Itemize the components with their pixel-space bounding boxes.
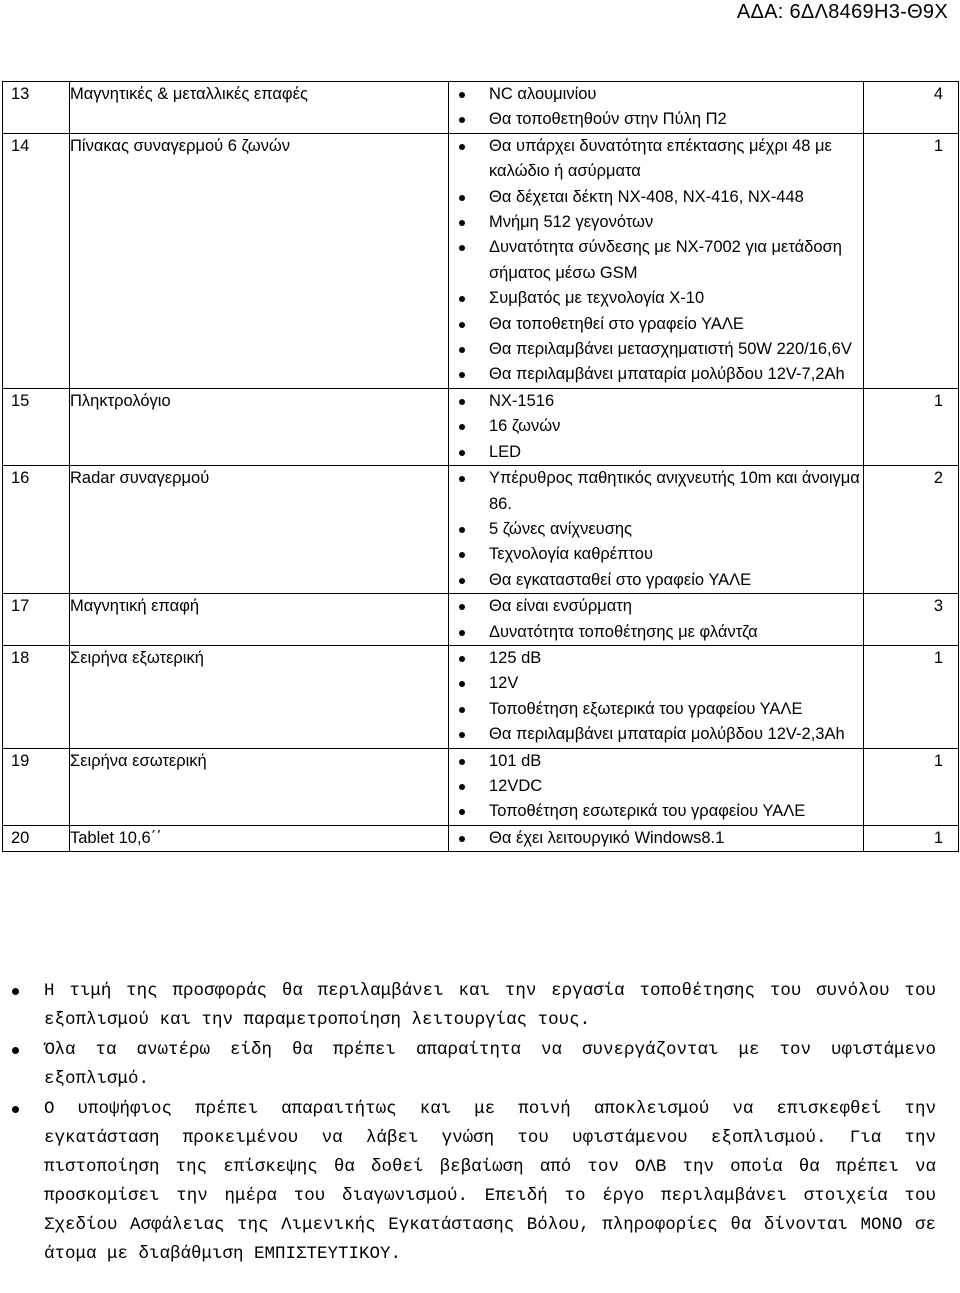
feature-item: Θα εγκατασταθεί στο γραφείο ΥΑΛΕ — [449, 568, 863, 593]
feature-item: Τοποθέτηση εξωτερικά του γραφείου ΥΑΛΕ — [449, 697, 863, 722]
feature-list — [449, 466, 863, 593]
document-code: ΑΔΑ: 6ΔΛ8469Η3-Θ9Χ — [736, 1, 948, 23]
feature-item: Θα περιλαμβάνει μπαταρία μολύβδου 12V-2,3Ah — [449, 722, 863, 747]
feature-list — [449, 594, 863, 645]
note-item: Ο υποψήφιος πρέπει απαραιτήτως και με ποινή αποκλεισμού να επισκεφθεί την εγκατάσταση προκειμένου να λάβει γνώση του υφιστάμενου εξοπλισμού. Για την πιστοποίηση της επίσκεψης θα δοθεί βεβαίωση από τον ΟΛΒ την οποία θα πρέπει να προσκομίσει την ημέρα του διαγωνισμού. Επειδή το έργο περιλαμβάνει στοιχεία του Σχεδίου Ασφάλειας της Λιμενικής Εγκατάστασης Βόλου, πληροφορίες θα δίνονται ΜΟΝΟ σε άτομα με διαβάθμιση ΕΜΠΙΣΤΕΥΤΙΚΟΥ. — [0, 1095, 936, 1269]
item-quantity: 4 — [864, 82, 959, 134]
feature-item: Τοποθέτηση εσωτερικά του γραφείου ΥΑΛΕ — [449, 799, 863, 824]
feature-item: Θα δέχεται δέκτη NX-408, NX-416, NX-448 — [449, 185, 863, 210]
item-number: 19 — [3, 748, 70, 825]
table-row — [3, 748, 959, 825]
feature-item: 12VDC — [449, 774, 863, 799]
table-row — [3, 82, 959, 134]
feature-item: Θα τοποθετηθεί στο γραφείο ΥΑΛΕ — [449, 312, 863, 337]
feature-item: LED — [449, 440, 863, 465]
feature-item: Θα έχει λειτουργικό Windows8.1 — [449, 826, 863, 851]
item-features — [449, 645, 864, 748]
item-name: Μαγνητικές & μεταλλικές επαφές — [70, 82, 449, 134]
table-row — [3, 645, 959, 748]
note-item: Όλα τα ανωτέρω είδη θα πρέπει απαραίτητα να συνεργάζονται με τον υφιστάμενο εξοπλισμό. — [0, 1036, 936, 1094]
item-quantity: 1 — [864, 388, 959, 465]
feature-item: Θα περιλαμβάνει μετασχηματιστή 50W 220/16,6V — [449, 337, 863, 362]
item-quantity: 1 — [864, 748, 959, 825]
item-features — [449, 466, 864, 594]
table-row — [3, 388, 959, 465]
notes-list — [0, 977, 936, 1270]
item-name: Radar συναγερμού — [70, 466, 449, 594]
item-quantity: 2 — [864, 466, 959, 594]
feature-list — [449, 134, 863, 388]
item-number: 14 — [3, 133, 70, 388]
item-name: Σειρήνα εσωτερική — [70, 748, 449, 825]
feature-item: 12V — [449, 671, 863, 696]
item-features — [449, 82, 864, 134]
item-quantity: 1 — [864, 645, 959, 748]
item-number: 13 — [3, 82, 70, 134]
item-number: 15 — [3, 388, 70, 465]
feature-item: Θα είναι ενσύρματη — [449, 594, 863, 619]
table-row — [3, 825, 959, 851]
feature-list — [449, 646, 863, 748]
feature-item: Θα περιλαμβάνει μπαταρία μολύβδου 12V-7,2Ah — [449, 362, 863, 387]
item-name: Πληκτρολόγιο — [70, 388, 449, 465]
feature-item: Υπέρυθρος παθητικός ανιχνευτής 10m και άνοιγμα 86. — [449, 466, 863, 517]
feature-item: 125 dB — [449, 646, 863, 671]
note-item: Η τιμή της προσφοράς θα περιλαμβάνει και την εργασία τοποθέτησης του συνόλου του εξοπλισμού και την παραμετροποίηση λειτουργίας τους. — [0, 977, 936, 1035]
item-features — [449, 388, 864, 465]
feature-item: Θα υπάρχει δυνατότητα επέκτασης μέχρι 48 με καλώδιο ή ασύρματα — [449, 134, 863, 185]
feature-item: Συμβατός με τεχνολογία X-10 — [449, 286, 863, 311]
feature-item: NC αλουμινίου — [449, 82, 863, 107]
feature-item: Τεχνολογία καθρέπτου — [449, 542, 863, 567]
table-row — [3, 594, 959, 646]
item-features — [449, 825, 864, 851]
feature-item: NX-1516 — [449, 389, 863, 414]
table-row — [3, 466, 959, 594]
item-number: 17 — [3, 594, 70, 646]
feature-item: Δυνατότητα σύνδεσης με NX-7002 για μετάδοση σήματος μέσω GSM — [449, 235, 863, 286]
item-quantity: 1 — [864, 133, 959, 388]
feature-list — [449, 826, 863, 851]
feature-list — [449, 82, 863, 133]
feature-item: Θα τοποθετηθούν στην Πύλη Π2 — [449, 107, 863, 132]
feature-item: 5 ζώνες ανίχνευσης — [449, 517, 863, 542]
item-number: 20 — [3, 825, 70, 851]
feature-list — [449, 389, 863, 465]
item-quantity: 1 — [864, 825, 959, 851]
item-number: 16 — [3, 466, 70, 594]
item-name: Πίνακας συναγερμού 6 ζωνών — [70, 133, 449, 388]
item-features — [449, 594, 864, 646]
item-name: Tablet 10,6΄΄ — [70, 825, 449, 851]
item-number: 18 — [3, 645, 70, 748]
feature-item: 16 ζωνών — [449, 414, 863, 439]
item-name: Μαγνητική επαφή — [70, 594, 449, 646]
item-name: Σειρήνα εξωτερική — [70, 645, 449, 748]
item-features — [449, 748, 864, 825]
feature-item: 101 dB — [449, 749, 863, 774]
feature-list — [449, 749, 863, 825]
feature-item: Μνήμη 512 γεγονότων — [449, 210, 863, 235]
table-row — [3, 133, 959, 388]
equipment-table — [2, 81, 959, 852]
item-features — [449, 133, 864, 388]
feature-item: Δυνατότητα τοποθέτησης με φλάντζα — [449, 620, 863, 645]
item-quantity: 3 — [864, 594, 959, 646]
